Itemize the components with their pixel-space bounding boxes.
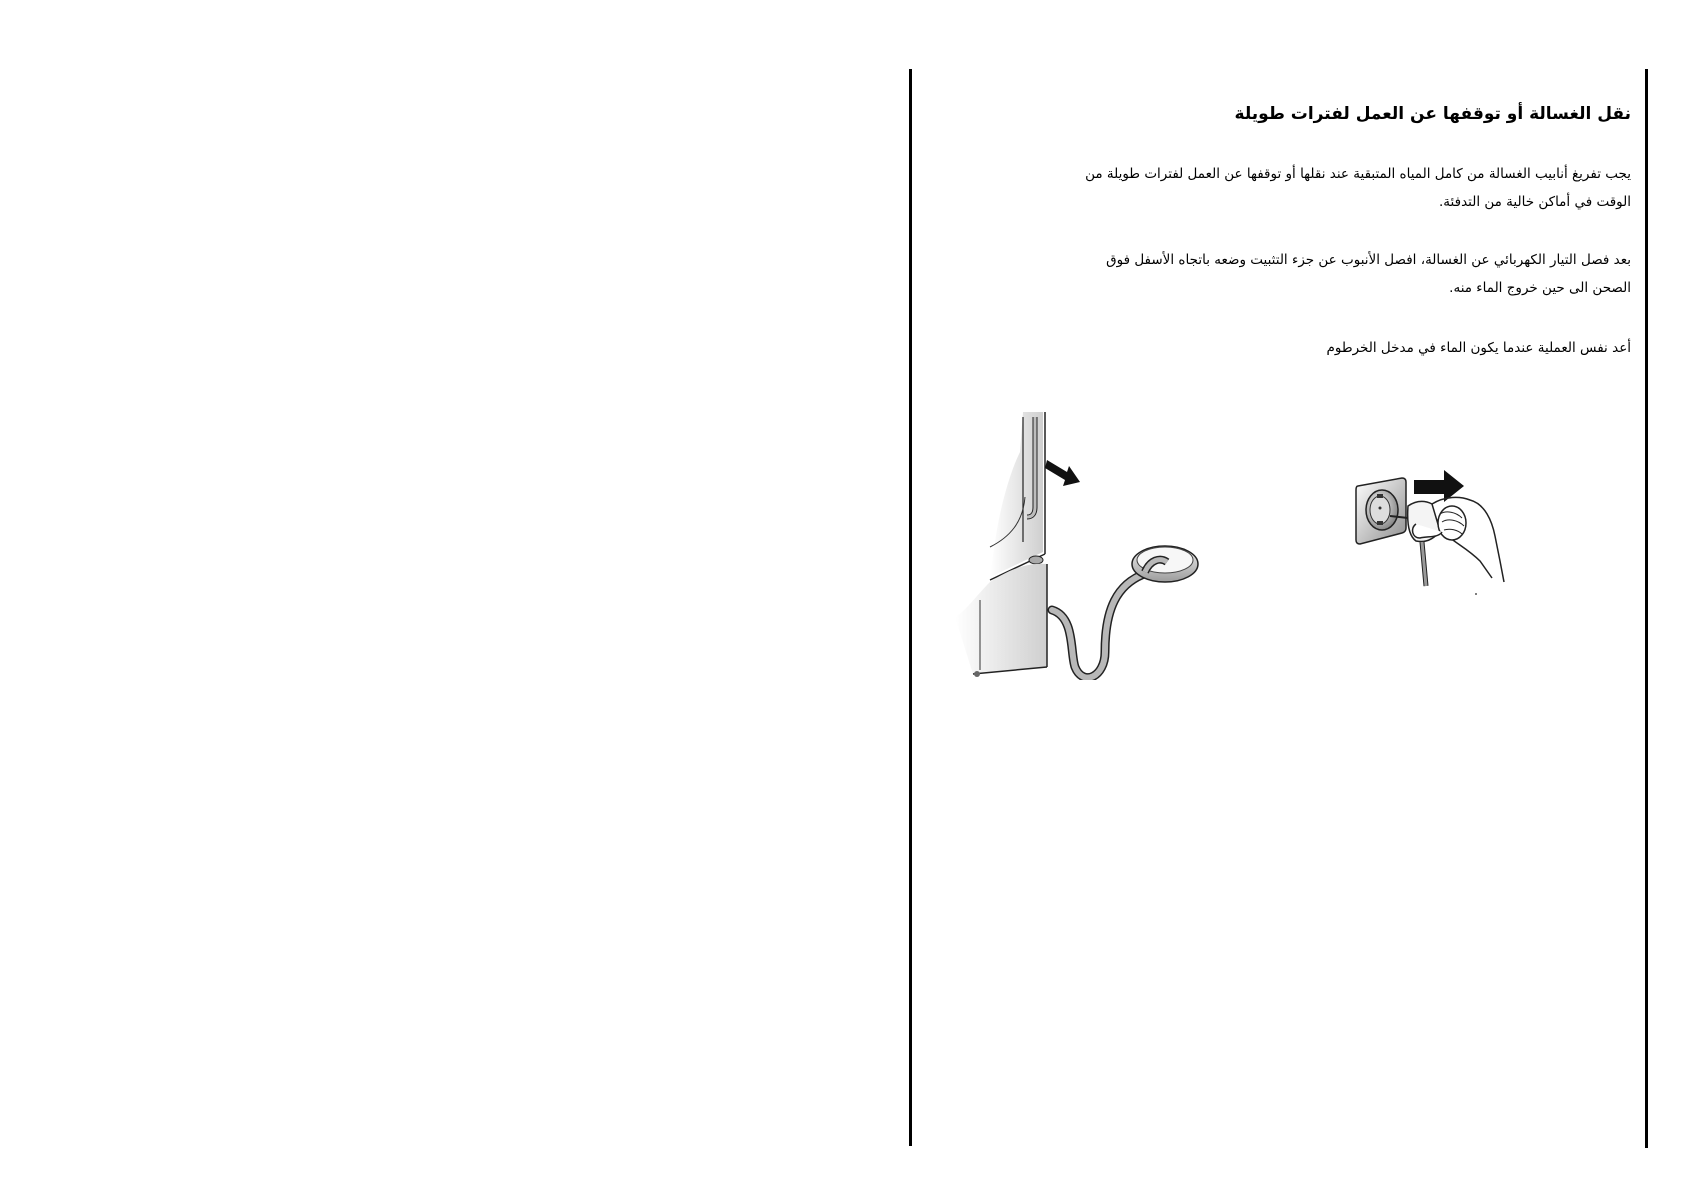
paragraph-repeat-inlet [955, 334, 1631, 362]
paragraph-line: الوقت في أماكن خالية من التدفئة. [1439, 194, 1631, 210]
power-plug-socket-icon [1350, 466, 1522, 598]
paragraph-line: الصحن الى حين خروج الماء منه. [1449, 280, 1631, 296]
paragraph-drain-instructions [955, 160, 1631, 216]
unplug-illustration [1350, 466, 1522, 598]
paragraph-line: بعد فصل التيار الكهربائي عن الغسالة، افصل الأنبوب عن جزء التثبيت وضعه باتجاه الأسفل فوق [1106, 252, 1631, 268]
paragraph-disconnect-hose [955, 246, 1631, 302]
paragraph-line: يجب تفريغ أنابيب الغسالة من كامل المياه المتبقية عند نقلها أو توقفها عن العمل لفترات طويلة من [1085, 166, 1631, 182]
page-divider-right [1645, 69, 1648, 1148]
paragraph-line: أعد نفس العملية عندما يكون الماء في مدخل الخرطوم [1326, 340, 1631, 356]
drain-hose-illustration [955, 412, 1200, 680]
section-title: نقل الغسالة أو توقفها عن العمل لفترات طويلة [1234, 104, 1631, 124]
page-divider-left [909, 69, 912, 1146]
washing-machine-hose-icon [955, 412, 1200, 680]
